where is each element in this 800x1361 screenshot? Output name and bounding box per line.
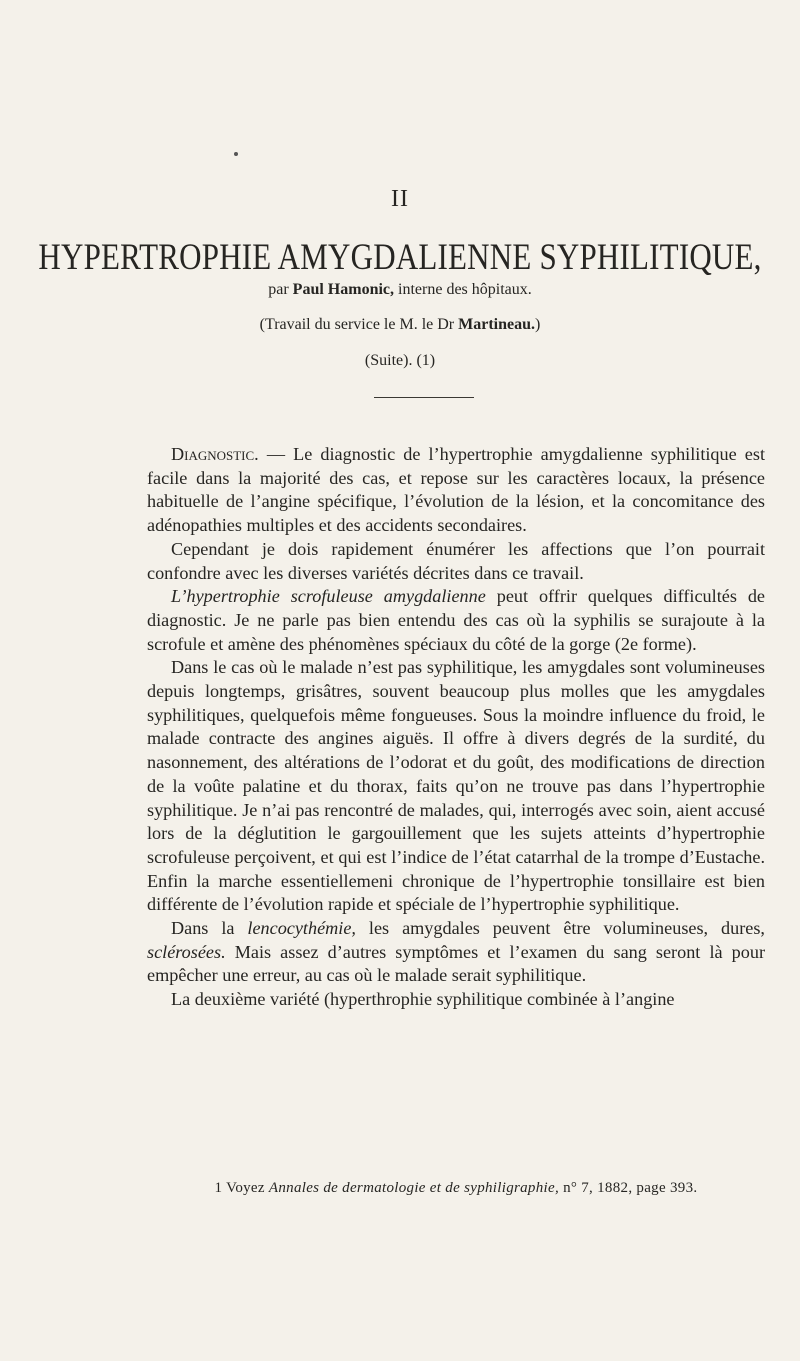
section-divider	[374, 397, 474, 398]
ink-speck	[234, 152, 238, 156]
italic-term: L’hypertrophie scrofuleuse amygdalienne	[171, 586, 486, 607]
byline-prefix: par	[268, 281, 293, 298]
service-chief-name: Martineau.	[458, 316, 535, 333]
paragraph-text: Dans la	[171, 918, 248, 939]
service-prefix: (Travail du service le M. le Dr	[259, 316, 459, 333]
footnote-prefix: 1 Voyez	[214, 1180, 269, 1196]
paragraph-text: peut offrir quelques difficultés de diagnostic. Je ne parle pas bien entendu des cas où la syphilis se surajoute à la scrofule et amène des phénomènes spéciaux du côté de la gorge (2e forme).	[147, 586, 765, 654]
section-lead: Diagnostic.	[171, 444, 259, 464]
italic-term: lencocythémie,	[247, 918, 356, 939]
paragraph-confusion: Cependant je dois rapidement énumérer les affections que l’on pourrait confondre avec les diverses variétés décrites dans ce travail.	[147, 538, 765, 583]
show-through-texture	[140, 108, 770, 136]
section-numeral: II	[391, 186, 409, 212]
paragraph-text: — Le diagnostic de l’hypertrophie amygdalienne syphilitique est facile dans la majorité des cas, et repose sur les caractères locaux, la présence habituelle de l’angine spécifique, l’évolution de la lésion, et la concomitance des adénopathies multiples et des accidents secondaires.	[147, 444, 765, 536]
service-attribution	[0, 316, 800, 334]
paragraph-diagnostic	[147, 443, 765, 538]
article-title: HYPERTROPHIE AMYGDALIENNE SYPHILITIQUE,	[38, 236, 762, 278]
continuation-note: (Suite). (1)	[364, 352, 436, 369]
byline	[0, 281, 800, 299]
paragraph-second-variety: La deuxième variété (hyperthrophie syphilitique combinée à l’angine	[171, 989, 675, 1010]
service-suffix: )	[535, 316, 541, 333]
author-name: Paul Hamonic,	[292, 281, 395, 298]
article-body	[147, 443, 765, 1012]
italic-term: sclérosées.	[147, 941, 226, 962]
paragraph-scrofulous	[147, 585, 765, 656]
byline-suffix: interne des hôpitaux.	[394, 281, 532, 298]
footnote-journal: Annales de dermatologie et de syphiligraphie,	[268, 1180, 560, 1196]
footnote	[147, 1180, 765, 1197]
paragraph-leucocythemia	[147, 917, 765, 988]
footnote-suffix: n° 7, 1882, page 393.	[559, 1180, 698, 1196]
paragraph-non-syphilitic: Dans le cas où le malade n’est pas syphilitique, les amygdales sont volumineuses depuis longtemps, grisâtres, souvent beaucoup plus molles que les amygdales syphilitiques, quelquefois même fongueuses. Sous la moindre influence du froid, le malade contracte des angines aiguës. Il offre à divers degrés de la surdité, du nasonnement, des altérations de l’odorat et du goût, des modifications de direction de la voûte palatine et du thorax, faits qu’on ne trouve pas dans l’hypertrophie syphilitique. Je n’ai pas rencontré de malades, qui, interrogés avec soin, aient accusé lors de la déglutition le gargouillement que les sujets atteints d’hypertrophie scrofuleuse perçoivent, et qui est l’indice de l’état catarrhal de la trompe d’Eustache. Enfin la marche essentiellemeni chronique de l’hypertrophie tonsillaire est bien différente de l’évolution rapide et spéciale de l’hypertrophie syphilitique.	[147, 657, 765, 915]
paragraph-text: les amygdales peuvent être volumineuses, dures,	[355, 918, 765, 939]
paragraph-text: Mais assez d’autres symptômes et l’examen du sang seront là pour empêcher une erreur, au cas où le malade serait syphilitique.	[147, 941, 765, 986]
